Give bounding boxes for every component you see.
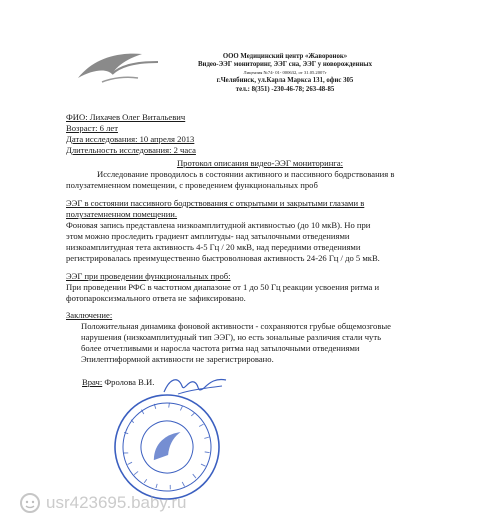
exam-date: Дата исследования: 10 апреля 2013 — [66, 134, 195, 144]
tests-heading: ЭЭГ при проведении функциональных проб: — [66, 271, 231, 281]
clinic-address: г.Челябинск, ул.Карла Маркса 131, офис 305 — [216, 77, 354, 84]
protocol-intro-line: полузатемненном помещении, с проведением функциональных проб — [66, 180, 318, 190]
protocol-intro-line: Исследование проводилось в состоянии активного и пассивного бодрствования в — [97, 169, 395, 179]
background-heading: полузатемненном помещении. — [66, 209, 178, 219]
clinic-phone: тел.: 8(351) -230-46-78; 263-48-85 — [235, 86, 335, 93]
background-heading: ЭЭГ в состоянии пассивного бодрствования с открытыми и закрытыми глазами в — [66, 198, 365, 208]
clinic-services: Видео-ЭЭГ мониторинг, ЭЭГ сна, ЭЭГ у новорожденных — [198, 61, 372, 68]
tests-text-line: При проведении РФС в частотном диапазоне от 1 до 50 Гц реакции усвоения ритма и — [66, 282, 380, 292]
watermark — [18, 492, 187, 514]
watermark-text: usr423695.baby.ru — [46, 493, 187, 512]
background-text-line: низкоамплитудная тета активность 4-5 Гц / 20 мкВ, над передними отведениями — [66, 242, 361, 252]
conclusion-text-line: нарушения (низкоамплитудный тип ЭЭГ), но есть зональные различия стали чуть — [81, 332, 382, 342]
exam-duration: Длительность исследования: 2 часа — [66, 145, 196, 155]
baby-face-icon — [18, 492, 42, 514]
background-text-line: Фоновая запись представлена низкоамплитудной активностью (до 10 мкВ). Но при — [66, 220, 371, 230]
official-stamp-icon — [112, 392, 222, 502]
doctor-label: Врач: — [82, 377, 103, 387]
background-text-line: этом можно проследить градиент амплитуды- над затылочными отведениями — [66, 231, 350, 241]
conclusion-text-line: более отчетливыми и наросла частота ритма над затылочными отведениями — [81, 343, 360, 353]
clinic-license: Лицензия №74- 01- 000632, от 31.05.2007г — [243, 70, 327, 75]
background-text-line: регистрировалась преимущественно быстроволновая активность 24-26 Гц / до 5 мкВ. — [66, 253, 380, 263]
patient-name: ФИО: Лихачев Олег Витальевич — [66, 112, 186, 122]
conclusion-heading: Заключение: — [66, 310, 113, 320]
doctor-name: Фролова В.И. — [102, 377, 155, 387]
conclusion-text-line: Положительная динамика фоновой активности - сохраняются грубые общемозговые — [81, 321, 391, 331]
tests-text-line: фотопароксизмального ответа не зафиксировано. — [66, 293, 246, 303]
protocol-title: Протокол описания видео-ЭЭГ мониторинга: — [176, 158, 344, 168]
patient-age: Возраст: 6 лет — [66, 123, 118, 133]
doctor-signature-line — [82, 378, 154, 387]
conclusion-text-line: Эпилептиформной активности не зарегистрировано. — [81, 354, 274, 364]
clinic-name: ООО Медицинский центр «Жаворонок» — [222, 53, 348, 60]
